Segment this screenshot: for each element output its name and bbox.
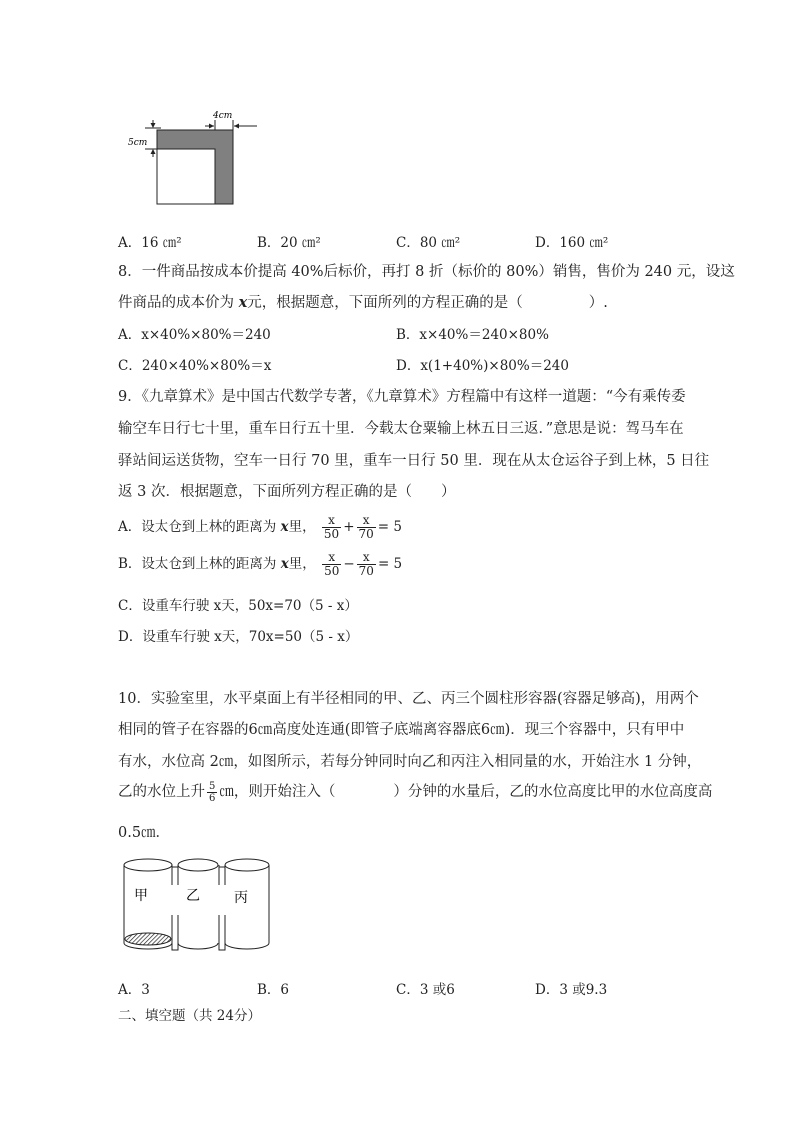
q10-stem-line5: 0.5㎝． [118,825,171,841]
q8-text-b: 元，根据题意，下面所列的方程正确的是（ [247,295,523,311]
q7-option-b[interactable]: B．20 ㎝² [257,235,321,251]
q9-stem-line2: 输空车日行七十里，重车日行五十里．今载太仓粟输上林五日三返．”意思是说：驾马车在 [118,421,684,437]
q7-option-d[interactable]: D．160 ㎝² [535,235,609,251]
label-bing: 丙 [234,890,248,906]
q8-option-a[interactable]: A．x×40%×80%＝240 [118,327,271,343]
q7-option-a[interactable]: A．16 ㎝² [118,235,182,251]
q8-text-c: ）. [588,295,608,311]
water-in-jia [125,933,171,945]
q8-option-c[interactable]: C．240×40%×80%＝x [118,358,272,374]
q10-option-b[interactable]: B．6 [257,982,290,998]
cylinders-figure [118,855,278,955]
q10-stem-line3: 有水，水位高 2㎝，如图所示，若每分钟同时向乙和丙注入相同量的水，开始注水 1 分钟， [118,754,702,770]
label-4cm: 4cm [213,111,233,121]
q9-stem-line3: 驿站间运送货物，空车一日行 70 里，重车一日行 50 里．现在从太仓运谷子到上林，5 日往 [118,453,710,469]
fraction: $\frac{x}{70}$ [358,513,374,541]
fraction: $\frac{x}{70}$ [358,550,374,578]
q10-stem-line2: 相同的管子在容器的6㎝高度处连通(即管子底端离容器底6㎝)．现三个容器中，只有甲中 [118,722,685,738]
q9-option-c[interactable]: C．设重车行驶 x天，50x=70（5 - x） [118,598,358,614]
fraction: $\frac{x}{50}$ [323,513,340,541]
q9-option-a[interactable]: A．设太仓到上林的距离为 x里， $\frac{x}{50}$ + $\frac{x}{70}$ = 5 [118,513,402,541]
q8-option-b[interactable]: B．x×40%＝240×80% [396,327,549,343]
q8-text-a: 件商品的成本价为 [118,295,239,311]
q10-stem-line4: 乙的水位上升 $\frac{5}{6}$ ㎝，则开始注入（ ）分钟的水量后，乙的水位高度比甲的水位高度高 [118,780,713,804]
fraction: $\frac{x}{50}$ [324,550,340,578]
q8-stem-line2 [118,291,608,312]
q10-option-a[interactable]: A．3 [118,982,150,998]
q9-option-b[interactable]: B．设太仓到上林的距离为 x里， $\frac{x}{50}$ − $\frac{x}{70}$ = 5 [118,550,403,578]
section-heading: 二、填空题（共 24分） [118,1008,261,1024]
q8-var: x [238,294,248,311]
q10-option-d[interactable]: D．3 或9.3 [535,982,608,998]
q7-option-c[interactable]: C．80 ㎝² [396,235,461,251]
q10-option-c[interactable]: C．3 或6 [396,982,455,998]
q9-stem-line4: 返 3 次．根据题意，下面所列方程正确的是（ ） [118,484,456,500]
q8-option-d[interactable]: D．x(1+40%)×80%＝240 [396,358,569,374]
label-5cm: 5cm [128,138,148,148]
label-jia: 甲 [134,888,148,904]
fraction-5-6: $\frac{5}{6}$ [209,780,216,804]
q10-stem-line1: 10．实验室里，水平桌面上有半径相同的甲、乙、丙三个圆柱形容器(容器足够高)，用两个 [118,691,699,707]
q9-option-d[interactable]: D．设重车行驶 x天，70x=50（5 - x） [118,629,359,645]
label-yi: 乙 [186,888,200,904]
square-figure [125,108,265,210]
q8-stem-line1: 8．一件商品按成本价提高 40%后标价，再打 8 折（标价的 80%）销售，售价为 240 元，设这 [118,264,735,280]
q9-stem-line1: 9．《九章算术》是中国古代数学专著，《九章算术》方程篇中有这样一道题：“今有乘传委 [118,389,686,405]
